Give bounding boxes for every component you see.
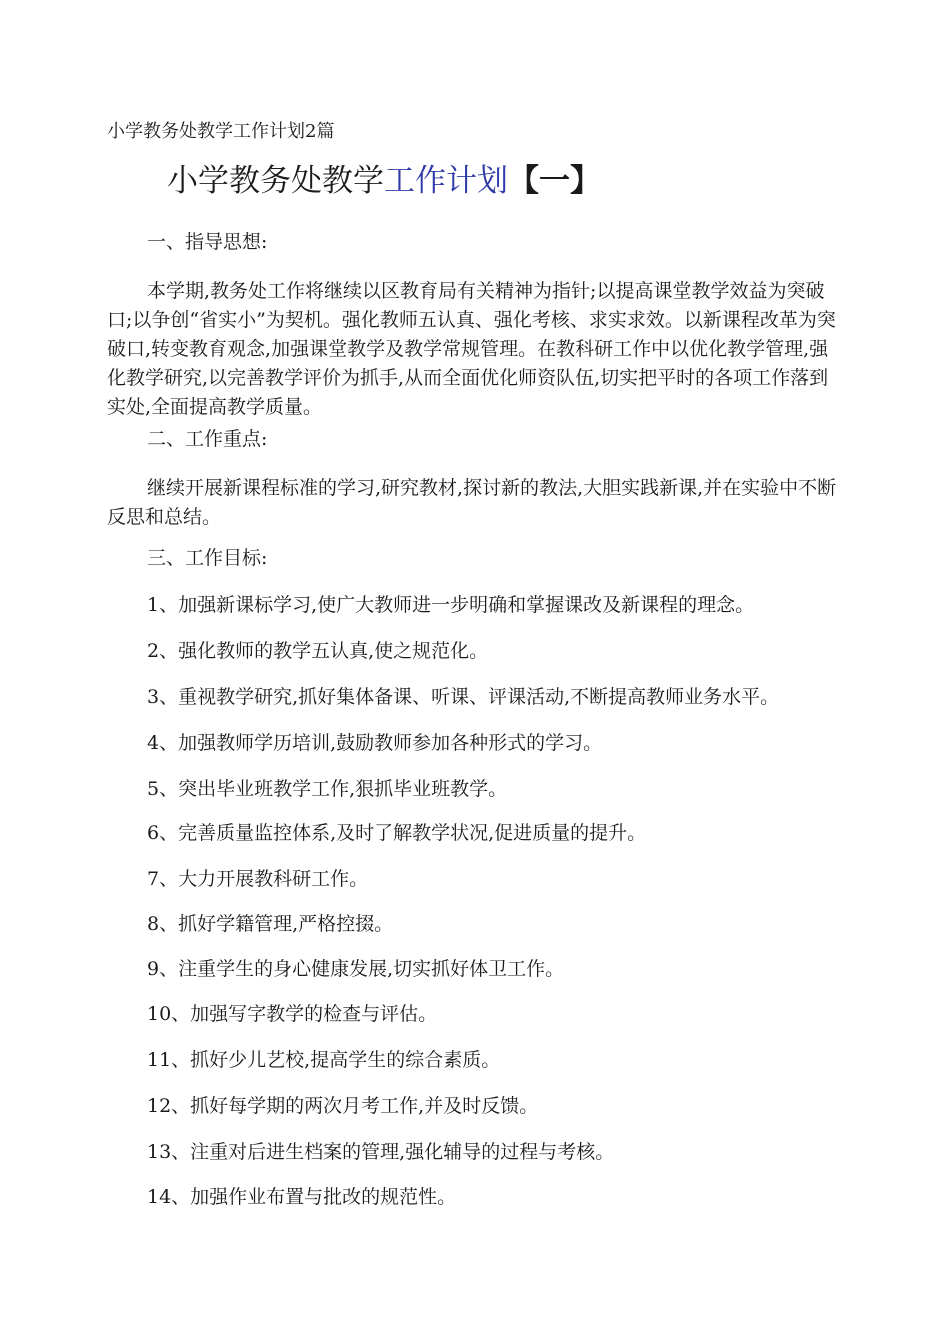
goal-item: 3、重视教学研究,抓好集体备课、听课、评课活动,不断提高教师业务水平。: [147, 686, 780, 708]
title-part-2: 工作计划: [384, 163, 508, 199]
goal-item: 12、抓好每学期的两次月考工作,并及时反馈。: [147, 1095, 539, 1117]
goal-item: 13、注重对后进生档案的管理,强化辅导的过程与考核。: [147, 1141, 615, 1163]
goal-item: 8、抓好学籍管理,严格控掇。: [147, 913, 394, 935]
goal-item: 10、加强写字教学的检查与评估。: [147, 1003, 438, 1025]
section-3-heading: 三、工作目标:: [147, 547, 268, 569]
section-2-heading: 二、工作重点:: [147, 428, 268, 450]
goal-item: 4、加强教师学历培训,鼓励教师参加各种形式的学习。: [147, 732, 603, 754]
goal-item: 2、强化教师的教学五认真,使之规范化。: [147, 640, 489, 662]
document-heading: 小学教务处教学工作计划2篇: [107, 121, 335, 142]
section-1-body: 本学期,教务处工作将继续以区教育局有关精神为指针;以提高课堂教学效益为突破口;以争创“省实小”为契机。强化教师五认真、强化考核、求实求效。以新课程改革为突破口,转变教育观念,加强课堂教学及教学常规管理。在教科研工作中以优化教学管理,强化教学研究,以完善教学评价为抓手,从而全面优化师资队伍,切实把平时的各项工作落到实处,全面提高教学质量。: [107, 280, 836, 418]
goal-item: 9、注重学生的身心健康发展,切实抓好体卫工作。: [147, 958, 565, 980]
goal-item: 6、完善质量监控体系,及时了解教学状况,促进质量的提升。: [147, 822, 647, 844]
goal-item: 11、抓好少儿艺校,提高学生的综合素质。: [147, 1049, 501, 1071]
title-part-3: 【一】: [508, 163, 601, 199]
goal-item: 7、大力开展教科研工作。: [147, 868, 369, 890]
section-1-heading: 一、指导思想:: [147, 231, 268, 253]
document-title: [167, 160, 601, 202]
goal-item: 14、加强作业布置与批改的规范性。: [147, 1186, 457, 1208]
title-part-1: 小学教务处教学: [167, 163, 384, 199]
section-2-body: 继续开展新课程标准的学习,研究教材,探讨新的教法,大胆实践新课,并在实验中不断反思和总结。: [107, 477, 837, 528]
goal-item: 1、加强新课标学习,使广大教师进一步明确和掌握课改及新课程的理念。: [147, 594, 755, 616]
goal-item: 5、突出毕业班教学工作,狠抓毕业班教学。: [147, 778, 508, 800]
